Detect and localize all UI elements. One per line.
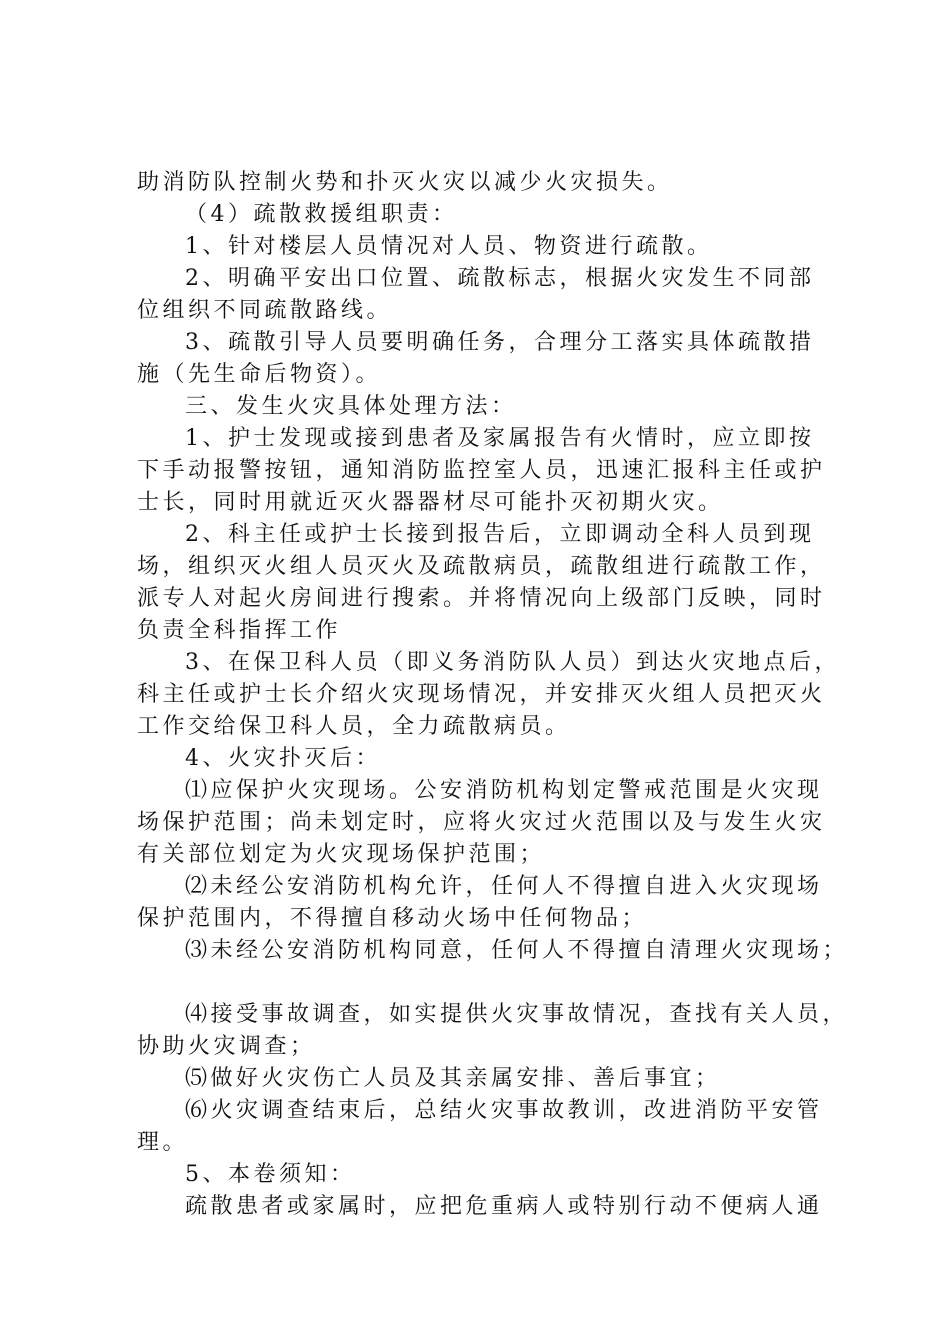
paragraph-line: 1、针对楼层人员情况对人员、物资进行疏散。 xyxy=(185,234,713,259)
paragraph-line: 1、护士发现或接到患者及家属报告有火情时，应立即按 xyxy=(185,426,815,451)
paragraph-line: 2、明确平安出口位置、疏散标志，根据火灾发生不同部 xyxy=(185,266,815,291)
paragraph-line: ⑵未经公安消防机构允许，任何人不得擅自进入火灾现场 xyxy=(185,874,823,899)
paragraph-line: 疏散患者或家属时，应把危重病人或特别行动不便病人通 xyxy=(185,1194,823,1219)
paragraph-line: 科主任或护士长介绍火灾现场情况，并安排灭火组人员把灭火 xyxy=(137,682,826,707)
paragraph-line: ⑶未经公安消防机构同意，任何人不得擅自清理火灾现场； xyxy=(185,938,849,963)
paragraph-line: 5、本卷须知： xyxy=(185,1162,356,1187)
paragraph-line: 施（先生命后物资）。 xyxy=(137,362,382,387)
paragraph-line: 有关部位划定为火灾现场保护范围； xyxy=(137,842,546,867)
paragraph-line: 士长，同时用就近灭火器器材尽可能扑灭初期火灾。 xyxy=(137,490,724,515)
paragraph-line: 场保护范围；尚未划定时，应将火灾过火范围以及与发生火灾 xyxy=(137,810,826,835)
paragraph-line: ⑸做好火灾伤亡人员及其亲属安排、善后事宜； xyxy=(185,1066,721,1091)
paragraph-line: 2、科主任或护士长接到报告后，立即调动全科人员到现 xyxy=(185,522,815,547)
document-body xyxy=(137,167,849,1223)
paragraph-line: 4、火灾扑灭后： xyxy=(185,746,381,771)
paragraph-line: 负责全科指挥工作 xyxy=(137,618,342,643)
paragraph-line: ⑴应保护火灾现场。公安消防机构划定警戒范围是火灾现 xyxy=(185,778,823,803)
blank-line xyxy=(137,967,842,999)
paragraph-line: 派专人对起火房间进行搜索。并将情况向上级部门反映，同时 xyxy=(137,586,826,611)
paragraph-line: 工作交给保卫科人员，全力疏散病员。 xyxy=(137,714,571,739)
paragraph-line: 下手动报警按钮，通知消防监控室人员，迅速汇报科主任或护 xyxy=(137,458,826,483)
paragraph-line: ⑹火灾调查结束后，总结火灾事故教训，改进消防平安管 xyxy=(185,1098,823,1123)
section-heading: 三、发生火灾具体处理方法： xyxy=(185,394,517,419)
paragraph-line: 场，组织灭火组人员灭火及疏散病员，疏散组进行疏散工作， xyxy=(137,554,826,579)
paragraph-line: 位组织不同疏散路线。 xyxy=(137,298,393,323)
paragraph-line: 3、在保卫科人员（即义务消防队人员）到达火灾地点后， xyxy=(185,650,840,675)
paragraph-line: 助消防队控制火势和扑灭火灾以减少火灾损失。 xyxy=(137,170,673,195)
paragraph-line: 保护范围内，不得擅自移动火场中任何物品； xyxy=(137,906,648,931)
paragraph-line: ⑷接受事故调查，如实提供火灾事故情况，查找有关人员， xyxy=(185,1002,849,1027)
paragraph-line: （4）疏散救援组职责： xyxy=(185,202,458,227)
paragraph-line: 理。 xyxy=(137,1130,189,1155)
paragraph-line: 协助火灾调查； xyxy=(137,1034,316,1059)
paragraph-line: 3、疏散引导人员要明确任务，合理分工落实具体疏散措 xyxy=(185,330,815,355)
